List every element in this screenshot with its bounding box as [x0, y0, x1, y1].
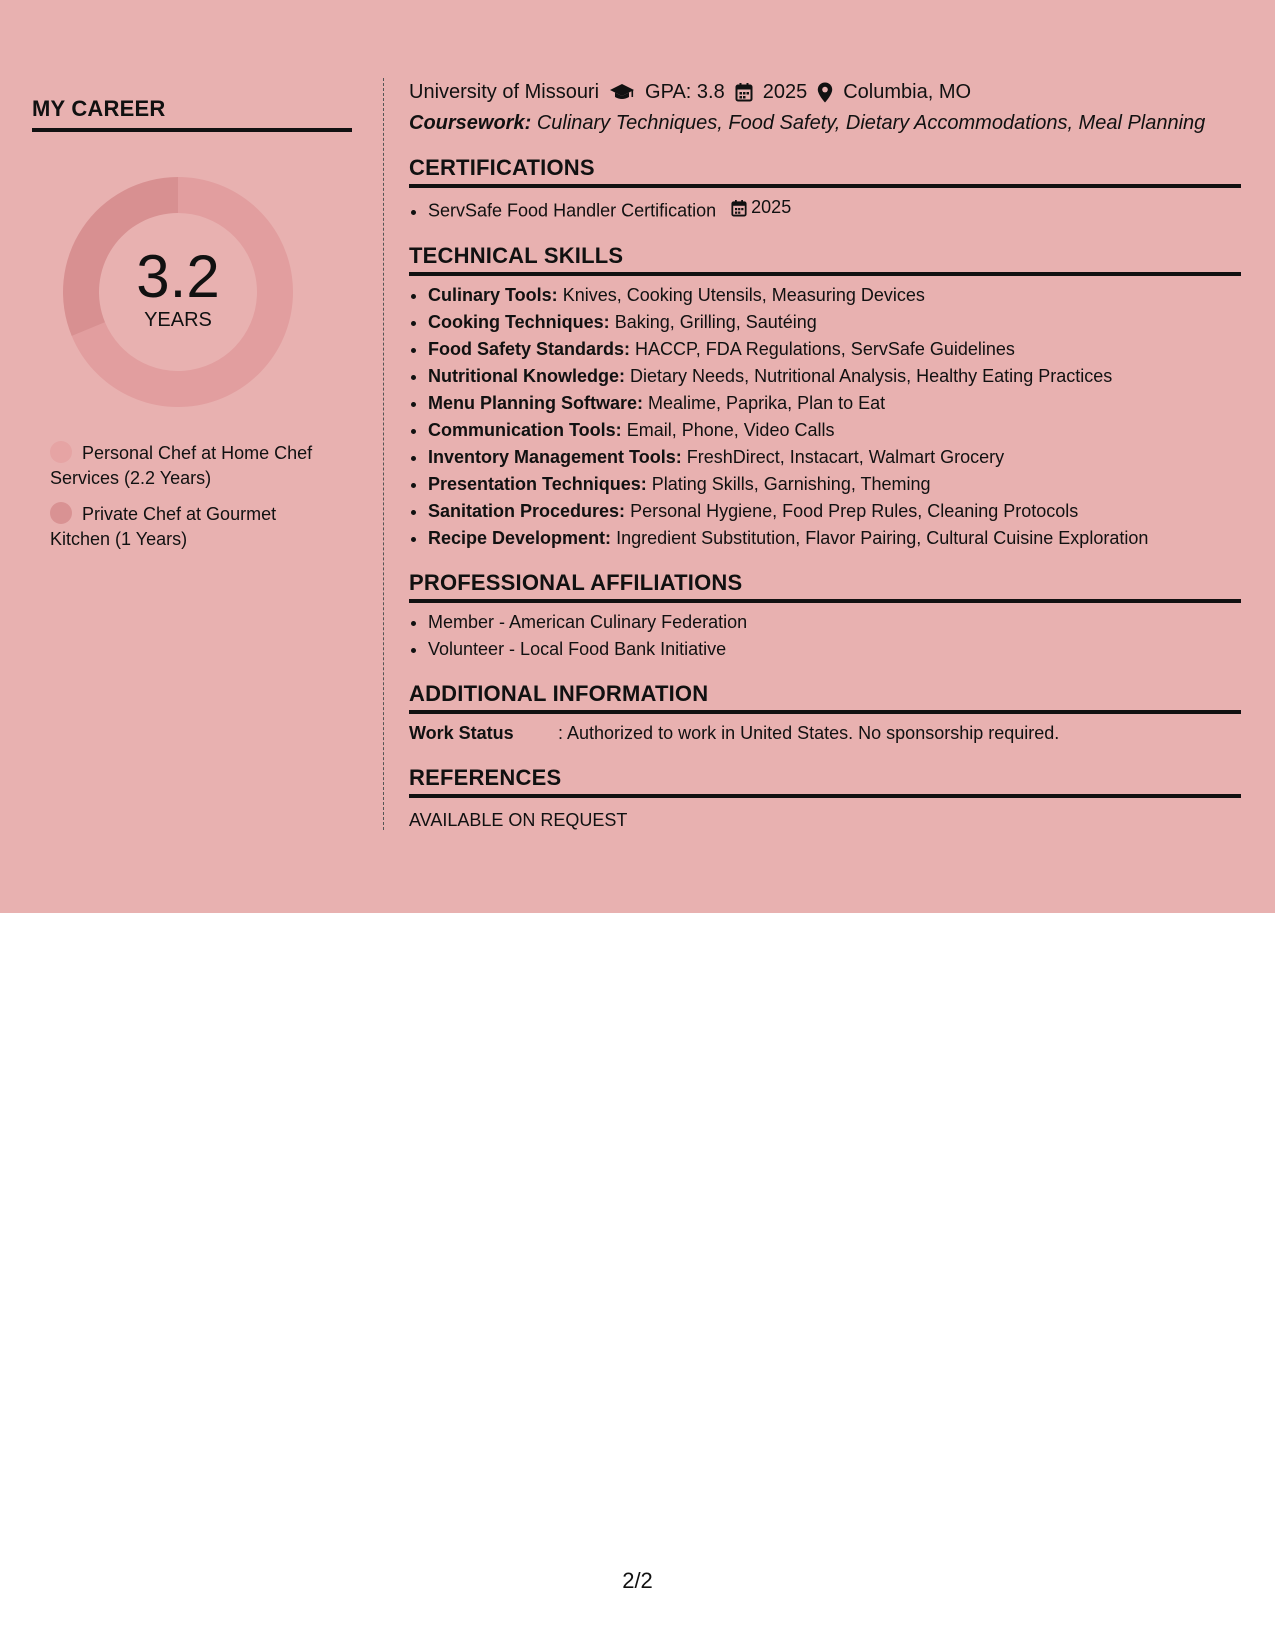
skill-label: Presentation Techniques:: [428, 473, 647, 494]
education-line: [409, 78, 1241, 106]
technical-skills-heading: TECHNICAL SKILLS: [409, 243, 1241, 276]
coursework-label: Coursework:: [409, 112, 532, 134]
coursework: [409, 109, 1241, 137]
school-location: Columbia, MO: [843, 81, 972, 103]
school-name: University of Missouri: [409, 81, 600, 103]
skill-value: Personal Hygiene, Food Prep Rules, Cleaning Protocols: [630, 500, 1079, 521]
work-status-row: [409, 720, 1241, 747]
certification-date: 2025: [751, 197, 792, 217]
career-donut-chart: [63, 177, 293, 407]
list-item: [428, 417, 1241, 444]
page-number: 2/2: [622, 1568, 653, 1593]
list-item: [428, 444, 1241, 471]
legend-item: [50, 502, 340, 552]
column-divider: [383, 78, 384, 830]
calendar-icon: [735, 82, 753, 102]
list-item: [428, 282, 1241, 309]
list-item: [428, 309, 1241, 336]
skill-value: Plating Skills, Garnishing, Theming: [651, 473, 931, 494]
coursework-list: Culinary Techniques, Food Safety, Dietary Accommodations, Meal Planning: [536, 112, 1206, 134]
skill-value: Baking, Grilling, Sautéing: [614, 311, 817, 332]
skill-value: Dietary Needs, Nutritional Analysis, Healthy Eating Practices: [630, 365, 1113, 386]
certifications-list: [409, 194, 1241, 225]
skill-label: Food Safety Standards:: [428, 338, 631, 359]
legend-label: Private Chef at Gourmet Kitchen (1 Years): [50, 504, 277, 549]
skill-value: Knives, Cooking Utensils, Measuring Devices: [562, 284, 925, 305]
affiliations-list: [409, 609, 1241, 663]
career-legend: [50, 441, 340, 552]
resume-main: [409, 78, 1241, 834]
calendar-icon: [731, 199, 747, 217]
career-title: MY CAREER: [32, 96, 352, 132]
list-item: [428, 525, 1241, 552]
legend-dot-icon: [50, 441, 72, 463]
additional-info-heading: ADDITIONAL INFORMATION: [409, 681, 1241, 714]
skill-label: Culinary Tools:: [428, 284, 558, 305]
skill-label: Recipe Development:: [428, 527, 612, 548]
list-item: • Member - American Culinary Federation: [428, 609, 1241, 636]
list-item: [428, 194, 1241, 225]
total-years-value: 3.2: [136, 242, 220, 310]
references-heading: REFERENCES: [409, 765, 1241, 798]
list-item: [428, 363, 1241, 390]
list-item: [428, 498, 1241, 525]
list-item: [428, 471, 1241, 498]
certifications-heading: CERTIFICATIONS: [409, 155, 1241, 188]
technical-skills-list: [409, 282, 1241, 552]
references-text: AVAILABLE ON REQUEST: [409, 809, 628, 830]
skill-value: HACCP, FDA Regulations, ServSafe Guidelines: [635, 338, 1015, 359]
legend-dot-icon: [50, 502, 72, 524]
skill-value: Mealime, Paprika, Plan to Eat: [648, 392, 886, 413]
skill-label: Nutritional Knowledge:: [428, 365, 625, 386]
skill-label: Communication Tools:: [428, 419, 622, 440]
skill-label: Sanitation Procedures:: [428, 500, 626, 521]
skill-label: Cooking Techniques:: [428, 311, 610, 332]
gpa: GPA: 3.8: [645, 81, 725, 103]
legend-item: [50, 441, 340, 491]
list-item: [428, 336, 1241, 363]
certification-name: ServSafe Food Handler Certification: [428, 200, 717, 221]
skill-label: Inventory Management Tools:: [428, 446, 682, 467]
work-status-label: Work Status: [409, 722, 514, 743]
skill-value: FreshDirect, Instacart, Walmart Grocery: [686, 446, 1005, 467]
graduation-cap-icon: [609, 82, 635, 102]
list-item: [428, 390, 1241, 417]
graduation-year: 2025: [762, 81, 808, 103]
skill-value: Ingredient Substitution, Flavor Pairing, Cultural Cuisine Exploration: [616, 527, 1149, 548]
affiliations-heading: PROFESSIONAL AFFILIATIONS: [409, 570, 1241, 603]
legend-label: Personal Chef at Home Chef Services (2.2 Years): [50, 443, 313, 488]
skill-value: Email, Phone, Video Calls: [626, 419, 835, 440]
career-sidebar: [32, 96, 352, 563]
total-years-unit: YEARS: [144, 308, 212, 331]
skill-label: Menu Planning Software:: [428, 392, 644, 413]
work-status-value: : Authorized to work in United States. No sponsorship required.: [558, 722, 1060, 743]
list-item: • Volunteer - Local Food Bank Initiative: [428, 636, 1241, 663]
map-pin-icon: [817, 82, 833, 103]
